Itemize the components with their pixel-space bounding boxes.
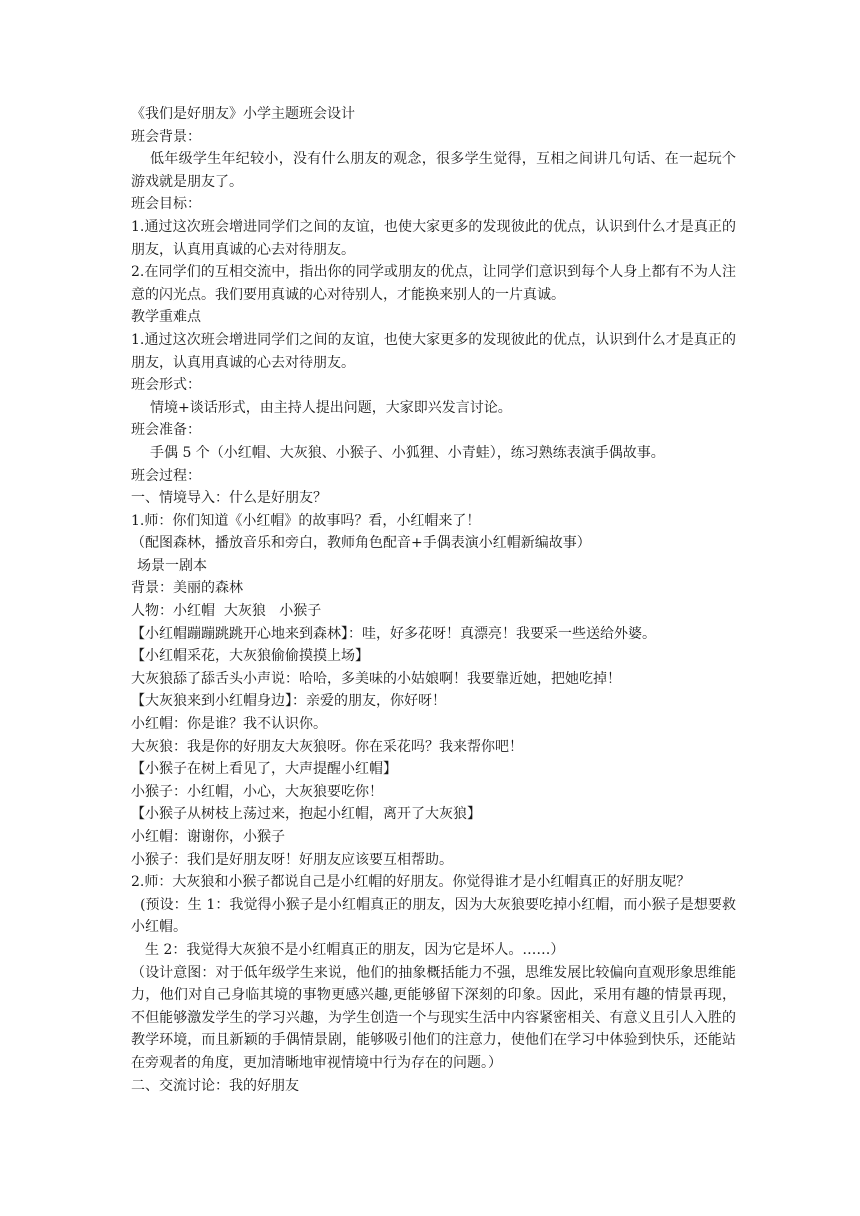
- script-line: 【小红帽蹦蹦跳跳开心地来到森林】：哇，好多花呀！真漂亮！我要采一些送给外婆。: [131, 625, 656, 642]
- form-paragraph: 情境+谈话形式，由主持人提出问题，大家即兴发言讨论。: [150, 399, 512, 416]
- section-1-heading: 一、情境导入：什么是好朋友？: [131, 490, 327, 507]
- prep-heading: 班会准备：: [131, 422, 201, 439]
- goal-item-1: 1.通过这次班会增进同学们之间的友谊，也使大家更多的发现彼此的优点，认识到什么才是真正的朋友，认真用真诚的心去对待朋友。: [131, 218, 736, 258]
- step-2: 2.师：大灰狼和小猴子都说自己是小红帽的好朋友。你觉得谁才是小红帽真正的好朋友呢？: [131, 874, 691, 891]
- script-line: 小红帽：谢谢你，小猴子: [131, 829, 285, 845]
- design-intent-note: （设计意图：对于低年级学生来说，他们的抽象概括能力不强，思维发展比较偏向直观形象思维能力，他们对自己身临其境的事物更感兴趣,更能够留下深刻的印象。因此，采用有趣的情景再现，不但能够激发学生的学习兴趣，为学生创造一个与现实生活中内容紧密相关、有意义且引人入胜的教学环境，而且新颖的手偶情景剧，能够吸引他们的注意力，使他们在学习中体验到快乐，还能站在旁观者的角度，更加清晰地审视情境中行为存在的问题。）: [131, 964, 736, 1071]
- script-line: 小红帽：你是谁？我不认识你。: [131, 716, 327, 733]
- key-point-item-1: 1.通过这次班会增进同学们之间的友谊，也使大家更多的发现彼此的优点，认识到什么才是真正的朋友，认真用真诚的心去对待朋友。: [131, 331, 736, 371]
- script-line: 大灰狼：我是你的好朋友大灰狼呀。你在采花吗？我来帮你吧！: [131, 738, 523, 755]
- background-paragraph: 低年级学生年纪较小，没有什么朋友的观念，很多学生觉得，互相之间讲几句话、在一起玩个游戏就是朋友了。: [131, 151, 736, 190]
- process-heading: 班会过程：: [131, 467, 201, 484]
- script-line: 小猴子：我们是好朋友呀！好朋友应该要互相帮助。: [131, 851, 453, 868]
- script-line: 大灰狼舔了舔舌头小声说：哈哈，多美味的小姑娘啊！我要靠近她，把她吃掉！: [131, 670, 621, 687]
- script-line: 【小红帽采花，大灰狼偷偷摸摸上场】: [131, 648, 369, 665]
- preset-answer-1: (预设：生 1：我觉得小猴子是小红帽真正的朋友，因为大灰狼要吃掉小红帽，而小猴子是想要救小红帽。: [131, 896, 736, 936]
- script-title: 场景一剧本: [137, 557, 207, 574]
- document-body: [131, 103, 736, 1097]
- document-title: 《我们是好朋友》小学主题班会设计: [131, 106, 355, 122]
- script-line: 【小猴子在树上看见了，大声提醒小红帽】: [131, 761, 397, 778]
- prep-paragraph: 手偶 5 个（小红帽、大灰狼、小猴子、小狐狸、小青蛙），练习熟练表演手偶故事。: [150, 444, 665, 461]
- script-background: 背景：美丽的森林: [131, 580, 243, 597]
- preset-answer-2: 生 2：我觉得大灰狼不是小红帽真正的朋友，因为它是坏人。……）: [145, 941, 565, 958]
- goal-item-2: 2.在同学们的互相交流中，指出你的同学或朋友的优点，让同学们意识到每个人身上都有不为人注意的闪光点。我们要用真诚的心对待别人，才能换来别人的一片真诚。: [131, 264, 736, 303]
- step-1: 1.师：你们知道《小红帽》的故事吗？看，小红帽来了！: [131, 512, 481, 529]
- script-characters: 人物：小红帽 大灰狼 小猴子: [131, 603, 322, 620]
- script-line: 小猴子：小红帽，小心，大灰狼要吃你！: [131, 783, 383, 800]
- key-points-heading: 教学重难点: [131, 309, 201, 326]
- goals-heading: 班会目标：: [131, 196, 201, 213]
- form-heading: 班会形式：: [131, 377, 201, 394]
- script-line: 【大灰狼来到小红帽身边】：亲爱的朋友，你好呀！: [131, 693, 446, 710]
- section-2-heading: 二、交流讨论：我的好朋友: [131, 1077, 299, 1094]
- step-1-note: （配图森林，播放音乐和旁白，教师角色配音+手偶表演小红帽新编故事）: [131, 535, 591, 552]
- script-line: 【小猴子从树枝上荡过来，抱起小红帽，离开了大灰狼】: [131, 806, 481, 823]
- background-heading: 班会背景：: [131, 128, 201, 145]
